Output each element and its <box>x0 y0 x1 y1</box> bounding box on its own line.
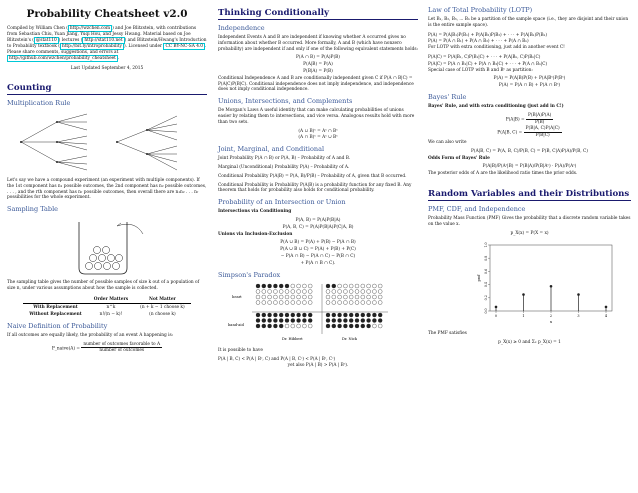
simpson-dot <box>372 324 376 328</box>
simpson-dot <box>279 295 283 299</box>
simpson-dot <box>262 295 266 299</box>
simpson-dot <box>268 318 272 322</box>
simpson-dot <box>326 300 330 304</box>
simpson-dot <box>308 300 312 304</box>
simpson-dot <box>349 318 353 322</box>
credits-text: ) and Blitzstein/Hwang's Introduction to <box>7 38 207 49</box>
simpson-dot <box>372 300 376 304</box>
y-tick-label: 0.6 <box>484 269 488 275</box>
simpson-dot <box>326 289 330 293</box>
simpson-dot <box>279 284 283 288</box>
subsection-pmf: PMF, CDF, and Independence <box>428 204 526 213</box>
simpson-dot <box>302 318 306 322</box>
simpson-dot <box>273 324 277 328</box>
bayes-lhs: P(A|B) = <box>505 117 525 123</box>
y-tick-label: 0.0 <box>484 308 488 314</box>
independence-eq: P(A ∩ B) = P(A)P(B) <box>296 55 340 61</box>
simpson-dot <box>367 295 371 299</box>
lotp-eq: P(A) = P(A|B₁)P(B₁) + P(A|B₂)P(B₂) + · · · + P(A|Bₙ)P(Bₙ) <box>428 31 548 37</box>
simpson-dot <box>338 313 342 317</box>
simpson-dot <box>302 284 306 288</box>
last-updated: Last Updated September 4, 2015 <box>70 66 144 71</box>
simpson-dot <box>291 295 295 299</box>
marginal-text: Marginal (Unconditional) Probability P(A) – Probability of A. <box>218 164 350 170</box>
simpson-dot <box>302 295 306 299</box>
simpson-dot <box>372 318 376 322</box>
cell-without-not-order: (n choose k) <box>149 311 176 317</box>
subsection-independence: Independence <box>218 24 265 32</box>
naive-lhs: P_naive(A) = <box>51 345 81 351</box>
simpson-dot <box>349 300 353 304</box>
simpson-dot <box>262 284 266 288</box>
pmf-text: Probability Mass Function (PMF) Gives the probability that a discrete random variable takes on the value x. <box>428 215 631 227</box>
simpson-dot <box>338 324 342 328</box>
conditional-is-probability-text: Conditional Probability is Probability P(A|B) is a probability function for any fixed B. Any theorem that holds for probability also holds for conditional probability. <box>218 182 412 194</box>
simpson-dot <box>355 324 359 328</box>
simpson-dot <box>378 289 382 293</box>
simpson-dot <box>349 284 353 288</box>
intersection-eq: P(A, B) = P(A)P(B|A) <box>295 217 341 223</box>
simpson-dot <box>268 313 272 317</box>
simpson-dot <box>297 318 301 322</box>
subsection-lotp: Law of Total Probability (LOTP) <box>428 6 533 14</box>
simpson-dot <box>361 284 365 288</box>
simpson-dot <box>372 284 376 288</box>
y-tick-label: 0.4 <box>484 282 488 288</box>
column-2 <box>218 0 418 370</box>
simpson-dot <box>378 318 382 322</box>
subsection-sampling-table: Sampling Table <box>7 205 59 214</box>
simpson-dot <box>256 318 260 322</box>
simpson-dot <box>285 318 289 322</box>
credits-text: . Please share comments, suggestions, and errors <box>7 44 207 55</box>
simpson-dot <box>285 295 289 299</box>
simpson-dot <box>273 318 277 322</box>
conditional-independence-text: Conditional Independence A and B are conditionally independent given C if P(A ∩ B|C) = P(A|C)P(B|C). Conditional independence does not imply independence, and independence does not imply conditional independence. <box>218 75 414 93</box>
simpson-dot <box>302 300 306 304</box>
simpson-dot <box>355 289 359 293</box>
simpson-dot <box>332 300 336 304</box>
simpson-dot <box>256 313 260 317</box>
joint-text: Joint Probability P(A ∩ B) or P(A, B) – Probability of A and B. <box>218 156 351 162</box>
simpson-dot <box>291 300 295 304</box>
simpson-dot <box>338 284 342 288</box>
textbook-link[interactable]: http://bit.ly/introprobability <box>61 44 122 49</box>
simpson-dot <box>367 300 371 304</box>
simpson-dot <box>361 324 365 328</box>
simpson-dot <box>273 313 277 317</box>
simpson-dot <box>308 318 312 322</box>
credits-text: Jessy Hwang. Material based on Joe Blitzstein's ( <box>7 32 191 43</box>
bayes-conditional-lhs: P(A|B, C) = <box>497 130 523 136</box>
credits-text: under <box>149 44 164 49</box>
label-dr-hibbert: Dr. Hibbert <box>282 336 303 341</box>
lotp-text: Let B₁, B₂, B₃, ... Bₙ be a partition of the sample space (i.e., they are disjoint and their union is the entire sample space). <box>428 17 629 28</box>
simpson-dot <box>332 284 336 288</box>
simpson-dot <box>297 313 301 317</box>
credits-text: ). Licensed <box>123 44 148 49</box>
bayes-label: Bayes' Rule, and with extra conditioning (just add in C!) <box>428 103 564 109</box>
simpson-dot <box>343 289 347 293</box>
license-link[interactable]: CC BY-NC-SA 4.0 <box>165 44 204 49</box>
sampling-table <box>23 296 190 318</box>
union-eq: − P(A ∩ B) − P(A ∩ C) − P(B ∩ C) <box>280 253 356 259</box>
label-heart: heart <box>232 294 242 299</box>
stat110-link[interactable]: @stat110 <box>35 38 57 43</box>
naive-denominator: number of outcomes <box>99 348 145 354</box>
union-eq: P(A ∪ B ∪ C) = P(A) + P(B) + P(C) <box>280 247 356 253</box>
simpson-dot <box>343 300 347 304</box>
pmf-satisfies-eq: p_X(x) ≥ 0 and Σₓ p_X(x) = 1 <box>498 340 561 346</box>
lotp-special-eq: P(A) = P(A|B)P(B) + P(A|Bᶜ)P(Bᶜ) <box>493 76 566 82</box>
table-row <box>23 303 190 311</box>
bayes-conditional-formula <box>428 126 631 139</box>
simpsons-eq: yet also P(A | B) > P(A | Bᶜ). <box>287 363 349 369</box>
stat110-site-link[interactable]: http://stat110.net <box>84 38 123 43</box>
simpson-dot <box>338 289 342 293</box>
lotp-special-text: Special case of LOTP with B and Bᶜ as partition: <box>428 67 533 73</box>
simpson-dot <box>349 289 353 293</box>
simpson-dot <box>297 295 301 299</box>
sampling-table-text: The sampling table gives the number of possible samples of size k out of a population of size n, under various assumptions about how the sample is collected. <box>7 280 200 291</box>
simpson-dot <box>338 295 342 299</box>
simpson-dot <box>291 324 295 328</box>
simpson-dot <box>343 313 347 317</box>
simpson-dot <box>332 318 336 322</box>
simpsons-eq: P(A | B, C) < P(A | Bᶜ, C) and P(A | B, Cᶜ) < P(A | Bᶜ, Cᶜ) <box>218 356 336 362</box>
simpson-dot <box>343 324 347 328</box>
simpson-dot <box>361 318 365 322</box>
simpson-dot <box>262 318 266 322</box>
lotp-conditioning-text: For LOTP with extra conditioning, just add in another event C! <box>428 45 565 51</box>
header-order-matters: Order Matters <box>88 296 134 304</box>
simpson-dot <box>326 318 330 322</box>
simpson-dot <box>256 284 260 288</box>
lotp-eq: P(A|C) = P(A|B₁, C)P(B₁|C) + · · · + P(A|Bₙ, C)P(Bₙ|C) <box>428 53 541 59</box>
simpson-dot <box>326 284 330 288</box>
credits-text: . <box>117 56 120 61</box>
x-tick-label: 3 <box>577 314 580 319</box>
de-morgan-eq: (A ∪ B)ᶜ = Aᶜ ∩ Bᶜ <box>298 128 338 134</box>
simpson-dot <box>285 289 289 293</box>
simpson-dot <box>279 318 283 322</box>
simpson-dot <box>367 284 371 288</box>
pmf-eq: p_X(x) = P(X = x) <box>510 230 549 236</box>
simpson-dot <box>332 295 336 299</box>
pmf-point <box>495 306 498 309</box>
pmf-point <box>577 294 580 297</box>
simpson-dot <box>268 300 272 304</box>
naive-fraction <box>81 342 162 355</box>
simpson-dot <box>268 289 272 293</box>
row-label-with-replacement: With Replacement <box>33 304 78 310</box>
y-axis-label: pmf <box>477 274 481 282</box>
de-morgan-eq: (A ∩ B)ᶜ = Aᶜ ∪ Bᶜ <box>298 135 338 141</box>
label-dr-nick: Dr. Nick <box>342 336 357 341</box>
subsection-bayes-rule: Bayes' Rule <box>428 92 467 101</box>
simpson-dot <box>279 289 283 293</box>
simpson-dot <box>297 324 301 328</box>
intersections-label: Intersections via Conditioning <box>218 209 292 215</box>
multiplication-rule-text: Let's say we have a compound experiment (an experiment with multiple components). If the 1st component has n₁ possible outcomes, the 2nd component has n₂ possible outcomes, . . . , and the rth component has nᵣ possible outcomes, then overall there are n₁n₂ . . . nᵣ possibilities for the whole experiment. <box>7 178 207 201</box>
simpson-dot <box>343 284 347 288</box>
simpson-dot <box>367 324 371 328</box>
simpson-dot <box>279 324 283 328</box>
simpson-dot <box>378 324 382 328</box>
simpson-dot <box>338 318 342 322</box>
table-row <box>23 311 190 318</box>
simpson-dot <box>279 300 283 304</box>
simpson-dot <box>355 313 359 317</box>
credits-text: ( <box>80 38 83 43</box>
simpson-dot <box>302 313 306 317</box>
simpson-dot <box>297 300 301 304</box>
odds-eq: P(A|B)/P(Aᶜ|B) = P(B|A)/P(B|Aᶜ) · P(A)/P(Aᶜ) <box>482 164 577 170</box>
simpson-dot <box>378 284 382 288</box>
simpson-dot <box>378 313 382 317</box>
simpson-dot <box>268 324 272 328</box>
lotp-special-eq: P(A) = P(A ∩ B) + P(A ∩ Bᶜ) <box>498 83 561 89</box>
simpson-dot <box>378 295 382 299</box>
simpson-dot <box>297 284 301 288</box>
simpson-dot <box>332 313 336 317</box>
table-corner <box>23 296 87 304</box>
simpson-dot <box>355 284 359 288</box>
naive-definition-text: If all outcomes are equally likely, the probability of an event A happening is: <box>7 332 174 338</box>
simpson-dot <box>285 313 289 317</box>
conditional-text: Conditional Probability P(A|B) = P(A, B)/P(B) – Probability of A, given that B occurred. <box>218 173 407 179</box>
independence-text: Independent Events A and B are independent if knowing whether A occurred gives no information about whether B occurred. More formally, A and B (which have nonzero probability) are independent if and only if one of the following equivalent statements holds: <box>218 35 419 52</box>
simpson-dot <box>273 284 277 288</box>
x-tick-label: 1 <box>522 314 525 319</box>
simpson-dot <box>291 284 295 288</box>
independence-eq: P(A|B) = P(A) <box>303 62 333 68</box>
independence-eq: P(B|A) = P(B) <box>303 68 333 74</box>
union-eq: + P(A ∩ B ∩ C). <box>300 260 336 266</box>
simpson-dot <box>291 318 295 322</box>
simpson-dot <box>262 289 266 293</box>
simpson-dot <box>291 289 295 293</box>
simpson-dot <box>361 289 365 293</box>
y-tick-label: 0.2 <box>484 295 488 301</box>
simpson-dot <box>262 324 266 328</box>
naive-numerator: number of outcomes favorable to A <box>83 341 161 347</box>
unions-label: Unions via Inclusion-Exclusion <box>218 231 293 237</box>
x-tick-label: 0 <box>494 314 498 319</box>
simpson-dot <box>361 295 365 299</box>
intersection-eq: P(A, B, C) = P(A)P(B|A)P(C|A, B) <box>282 224 354 230</box>
simpson-dot <box>361 313 365 317</box>
simpson-dot <box>372 295 376 299</box>
naive-formula <box>7 342 207 355</box>
simpson-dot <box>268 284 272 288</box>
bayes-conditional-denominator: P(B|C) <box>535 133 550 139</box>
section-random-variables: Random Variables and their Distributions <box>428 188 630 199</box>
simpson-dot <box>256 324 260 328</box>
simpsons-paradox-figure <box>218 282 418 344</box>
column-1 <box>7 0 207 355</box>
x-tick-label: 2 <box>549 314 553 319</box>
simpson-dot <box>262 313 266 317</box>
simpson-dot <box>343 295 347 299</box>
simpson-dot <box>273 295 277 299</box>
simpson-dot <box>302 289 306 293</box>
simpson-dot <box>355 318 359 322</box>
simpson-dot <box>308 324 312 328</box>
cell-with-order: n^k <box>106 304 116 310</box>
simpson-dot <box>308 289 312 293</box>
simpson-dot <box>326 313 330 317</box>
pmf-satisfies-text: The PMF satisfies <box>428 331 467 337</box>
simpson-dot <box>361 300 365 304</box>
subsection-multiplication-rule: Multiplication Rule <box>7 99 71 107</box>
subsection-simpsons-paradox: Simpson's Paradox <box>218 270 281 279</box>
simpson-dot <box>291 313 295 317</box>
simpson-dot <box>308 295 312 299</box>
simpson-dot <box>355 295 359 299</box>
also-write-eq: P(A|B, C) = P(A, B, C)/P(B, C) = P(B, C|A)P(A)/P(B, C) <box>471 148 588 154</box>
pmf-point <box>605 306 608 309</box>
subsection-intersection-union: Probability of an Intersection or Union <box>218 198 346 207</box>
x-axis-label: x <box>549 320 553 325</box>
simpson-dot <box>285 300 289 304</box>
pmf-point <box>550 285 553 288</box>
pmf-chart <box>428 237 631 327</box>
header-not-matter: Not Matter <box>134 296 191 304</box>
simpsons-text: It is possible to have <box>218 347 263 353</box>
simpson-dot <box>326 295 330 299</box>
bayes-conditional-fraction <box>524 126 562 139</box>
section-thinking-conditionally: Thinking Conditionally <box>218 8 418 20</box>
lotp-eq: P(A) = P(A ∩ B₁) + P(A ∩ B₂) + · · · + P(A ∩ Bₙ) <box>428 38 529 44</box>
simpson-dot <box>367 313 371 317</box>
subsection-unions: Unions, Intersections, and Complements <box>218 97 353 106</box>
also-write-text: We can also write <box>428 139 467 145</box>
simpson-dot <box>338 300 342 304</box>
simpson-dot <box>367 289 371 293</box>
y-tick-label: 0.8 <box>484 255 488 262</box>
simpson-dot <box>332 324 336 328</box>
union-eq: P(A ∪ B) = P(A) + P(B) − P(A ∩ B) <box>280 240 356 246</box>
simpson-dot <box>343 318 347 322</box>
pmf-point <box>522 294 525 297</box>
github-link[interactable]: http://github.com/wzchen/probability_cheatsheet <box>9 56 116 61</box>
credits-text: with contributions from Sebastian Chiu, Yuan Jiang, Yuqi Hou, and <box>7 26 197 37</box>
credits <box>7 26 207 62</box>
simpson-dot <box>308 284 312 288</box>
bayes-numerator: P(B|A)P(A) <box>527 112 552 118</box>
simpson-dot <box>285 284 289 288</box>
column-3 <box>428 0 631 347</box>
subsection-naive-definition: Naive Definition of Probability <box>7 321 108 330</box>
simpson-dot <box>273 289 277 293</box>
bayes-denominator: P(B) <box>534 119 545 125</box>
simpson-dot <box>349 313 353 317</box>
de-morgan-text: De Morgan's Laws A useful identity that can make calculating probabilities of unions easier by relating them to intersections, and vice versa. Analogous results hold with more than two sets. <box>218 108 415 125</box>
credits-text: ) and Joe Blitzstein, <box>112 26 155 31</box>
simpson-dot <box>367 318 371 322</box>
x-tick-label: 4 <box>604 314 608 319</box>
simpson-dot <box>349 324 353 328</box>
bayes-formula <box>428 113 631 126</box>
simpson-dot <box>262 300 266 304</box>
simpson-dot <box>355 300 359 304</box>
credits-text: Probability textbook ( <box>12 44 60 49</box>
simpson-dot <box>332 289 336 293</box>
credits-text: ) lectures <box>58 38 80 43</box>
simpson-dot <box>268 295 272 299</box>
urn-illustration <box>7 216 207 276</box>
simpson-dot <box>279 313 283 317</box>
cell-without-order: n!/(n − k)! <box>99 311 123 317</box>
cell-with-not-order: (n + k − 1 choose k) <box>140 304 185 310</box>
simpson-dot <box>297 289 301 293</box>
simpson-dot <box>372 289 376 293</box>
simpson-dot <box>256 289 260 293</box>
simpson-dot <box>256 300 260 304</box>
bayes-fraction <box>526 113 553 126</box>
label-band-aid: band-aid <box>228 322 244 327</box>
y-tick-label: 1.0 <box>484 242 488 248</box>
lotp-eq: P(A|C) = P(A ∩ B₁|C) + P(A ∩ B₂|C) + · · · + P(A ∩ Bₙ|C) <box>428 60 548 66</box>
simpson-dot <box>378 300 382 304</box>
row-label-without-replacement: Without Replacement <box>29 311 82 317</box>
simpson-dot <box>308 313 312 317</box>
credits-text: Compiled by William Chen ( <box>7 26 68 31</box>
simpson-dot <box>273 300 277 304</box>
simpson-dot <box>326 324 330 328</box>
simpson-dot <box>349 295 353 299</box>
subsection-joint-marginal: Joint, Marginal, and Conditional <box>218 145 325 154</box>
simpson-dot <box>372 313 376 317</box>
page-title: Probability Cheatsheet v2.0 <box>26 8 188 20</box>
credits-text: at <box>114 50 119 55</box>
simpson-dot <box>256 295 260 299</box>
simpson-dot <box>302 324 306 328</box>
section-counting: Counting <box>7 83 207 95</box>
odds-text: The posterior odds of A are the likelihood ratio times the prior odds. <box>428 171 578 177</box>
simpson-dot <box>285 324 289 328</box>
odds-label: Odds Form of Bayes' Rule <box>428 155 490 161</box>
bayes-conditional-numerator: P(B|A, C)P(A|C) <box>525 126 560 132</box>
author-link[interactable]: http://wzchen.com <box>69 26 111 31</box>
tree-diagram <box>7 110 207 174</box>
